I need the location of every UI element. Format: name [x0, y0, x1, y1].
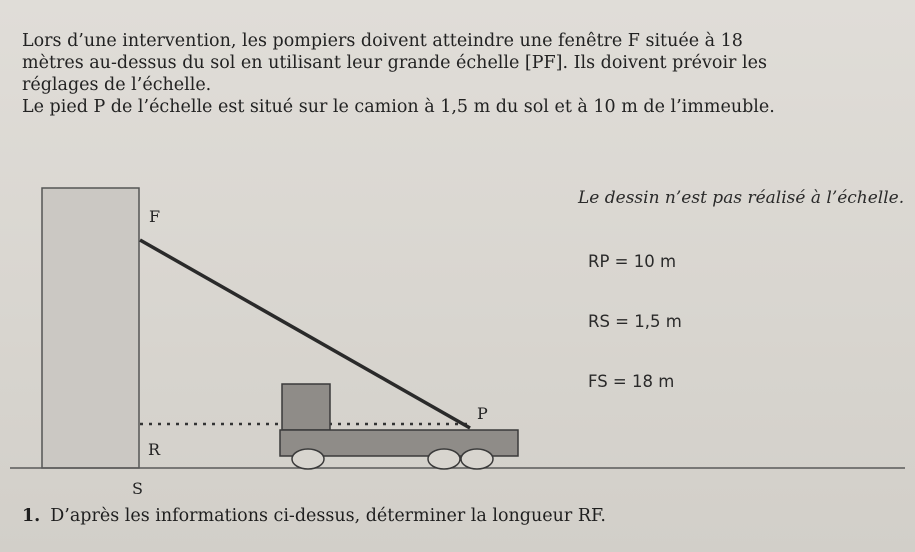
intro-line-1: Lors d’une intervention, les pompiers doivent atteindre une fenêtre F située à 18: [22, 31, 743, 51]
measure-rp: RP = 10 m: [588, 252, 677, 271]
intro-line-2: mètres au-dessus du sol en utilisant leur grande échelle [PF]. Ils doivent prévoir les: [22, 53, 767, 73]
point-label-r: R: [148, 440, 161, 459]
intro-line-4: Le pied P de l’échelle est situé sur le camion à 1,5 m du sol et à 10 m de l’immeuble.: [22, 97, 775, 117]
wheel-rear-1: [428, 449, 460, 469]
intro-line-3: réglages de l’échelle.: [22, 75, 212, 95]
question-1: [22, 506, 606, 526]
measure-rs: RS = 1,5 m: [588, 312, 682, 331]
point-label-s: S: [132, 479, 143, 498]
scale-note: Le dessin n’est pas réalisé à l’échelle.: [578, 188, 905, 208]
building: [42, 188, 139, 468]
wheel-front: [292, 449, 324, 469]
wheel-rear-2: [461, 449, 493, 469]
measure-fs: FS = 18 m: [588, 372, 675, 391]
point-label-f: F: [149, 207, 161, 226]
truck-cabin: [282, 384, 330, 430]
point-label-p: P: [477, 404, 488, 423]
question-text: D’après les informations ci-dessus, déterminer la longueur RF.: [50, 506, 606, 526]
question-number: 1.: [22, 506, 41, 526]
